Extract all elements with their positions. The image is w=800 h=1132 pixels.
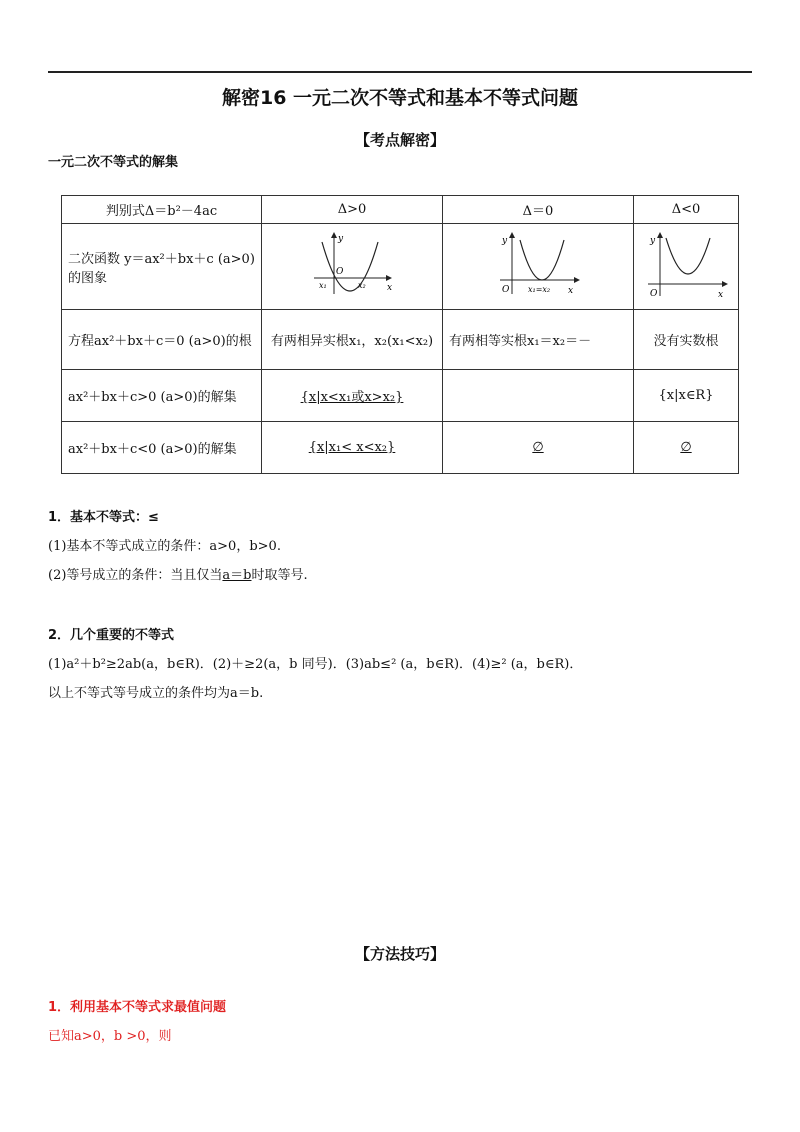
graph2-x-label: x (568, 285, 574, 296)
important-inequalities-list: (1)a²＋b²≥2ab(a，b∈R)．(2)＋≥2(a，b 同号)．(3)ab≤² (a，b∈R)．(4)≥² (a，b∈R)． (48, 657, 583, 672)
top-rule (48, 71, 752, 73)
equality-condition-value: a＝b (222, 568, 252, 583)
graph2-double-root-label: x₁=x₂ (528, 284, 551, 294)
important-inequalities-heading: 2．几个重要的不等式 (48, 628, 175, 643)
graph-double-root (443, 224, 634, 310)
graph1-x1-label: x₁ (319, 280, 327, 290)
row-label-graph: 二次函数 y＝ax²＋bx＋c (a>0) 的图象 (62, 224, 262, 310)
header-delta-zero: Δ＝0 (443, 196, 634, 224)
method-text: 已知a>0，b >0，则 (48, 1029, 172, 1044)
graph2-origin-label: O (502, 284, 510, 295)
row-label-roots: 方程ax²＋bx＋c＝0 (a>0)的根 (62, 310, 262, 370)
roots-two-distinct: 有两相异实根x₁，x₂(x₁<x₂) (262, 310, 443, 370)
table-row-less-than (62, 422, 739, 474)
header-discriminant: 判别式Δ＝b²－4ac (62, 196, 262, 224)
graph1-x2-label: x₂ (358, 280, 366, 290)
greater-set-two-roots: {x|x<x₁或x>x₂} (262, 370, 443, 422)
table-header-row (62, 196, 739, 224)
table-row-greater-than (62, 370, 739, 422)
basic-inequality-condition: (1)基本不等式成立的条件：a>0，b>0. (48, 539, 281, 554)
table-row-roots (62, 310, 739, 370)
header-delta-positive: Δ>0 (262, 196, 443, 224)
graph1-y-label: y (338, 233, 344, 244)
equality-condition-prefix: (2)等号成立的条件：当且仅当 (48, 568, 223, 583)
row-label-greater: ax²＋bx＋c>0 (a>0)的解集 (62, 370, 262, 422)
greater-set-double-root (443, 370, 634, 422)
graph2-y-label: y (502, 235, 508, 246)
page-title: 解密16 一元二次不等式和基本不等式问题 (221, 87, 579, 109)
row-label-less: ax²＋bx＋c<0 (a>0)的解集 (62, 422, 262, 474)
graph1-origin-label: O (336, 266, 344, 277)
table-row-graphs (62, 224, 739, 310)
roots-double: 有两相等实根x₁＝x₂＝－ (443, 310, 634, 370)
basic-inequality-heading: 1．基本不等式：≤ (48, 510, 159, 525)
equality-condition (48, 564, 308, 583)
method-heading: 1．利用基本不等式求最值问题 (48, 1000, 227, 1015)
greater-set-no-roots: {x|x∈R} (634, 370, 739, 422)
less-set-no-roots: ∅ (634, 422, 739, 474)
roots-none: 没有实数根 (634, 310, 739, 370)
graph-two-roots (262, 224, 443, 310)
graph3-y-label: y (650, 235, 656, 246)
graph3-x-label: x (718, 289, 724, 300)
important-inequalities-note: 以上不等式等号成立的条件均为a＝b. (48, 686, 264, 701)
less-set-two-roots: {x|x₁< x<x₂} (262, 422, 443, 474)
solution-set-table (61, 195, 739, 474)
subheading-solution-sets: 一元二次不等式的解集 (48, 155, 179, 170)
graph-no-roots (634, 224, 739, 310)
header-delta-negative: Δ<0 (634, 196, 739, 224)
section-heading-methods: 【方法技巧】 (354, 945, 445, 963)
graph3-origin-label: O (650, 288, 658, 299)
section-heading-key-points: 【考点解密】 (354, 131, 445, 149)
graph1-x-label: x (387, 282, 393, 293)
less-set-double-root: ∅ (443, 422, 634, 474)
equality-condition-suffix: 时取等号. (251, 568, 308, 583)
